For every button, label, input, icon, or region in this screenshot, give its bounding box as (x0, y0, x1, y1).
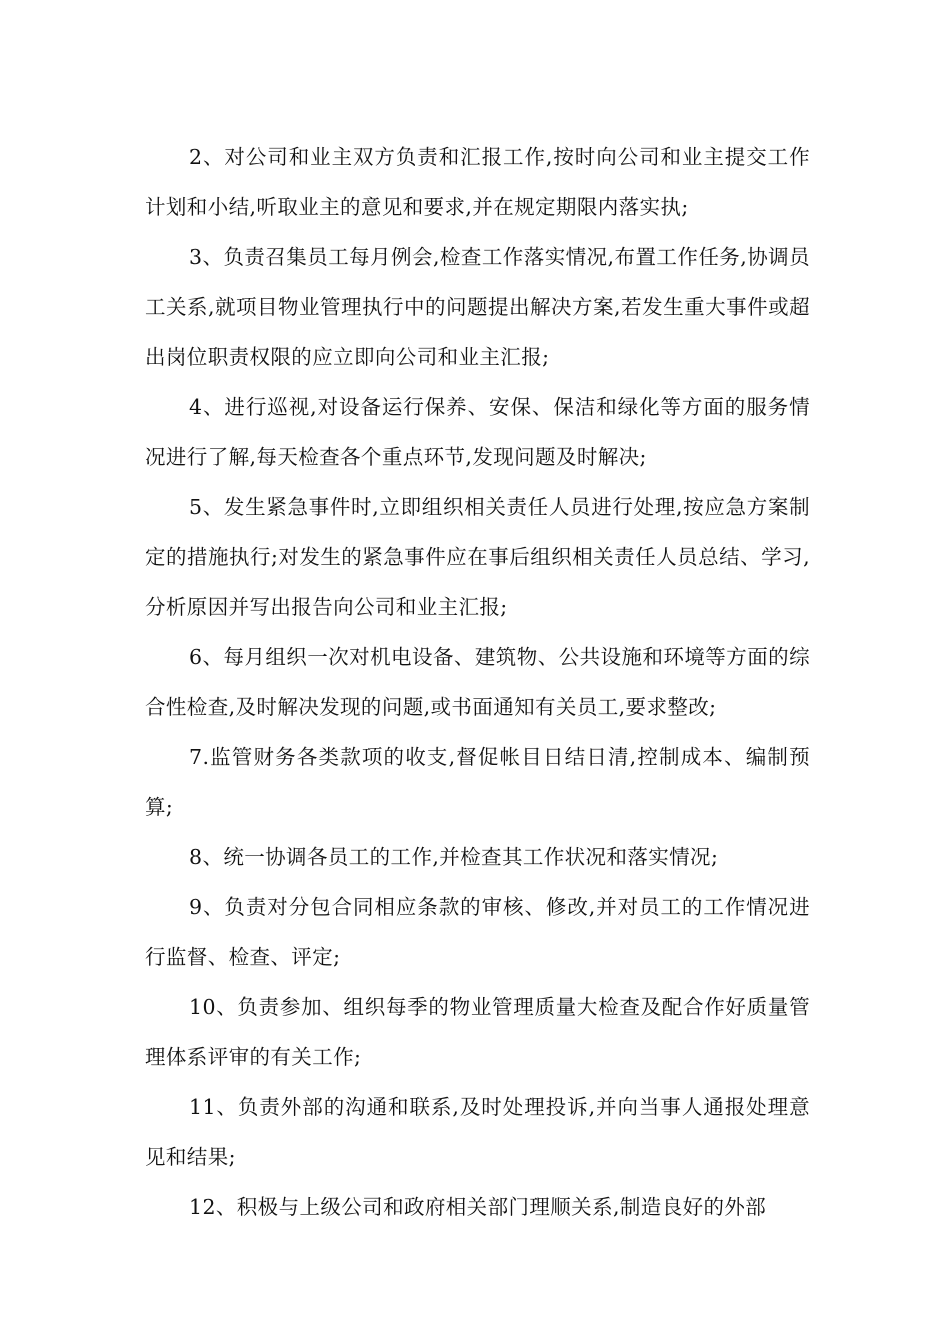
paragraph-10: 10、负责参加、组织每季的物业管理质量大检查及配合作好质量管理体系评审的有关工作; (145, 995, 810, 1069)
paragraph-3: 3、负责召集员工每月例会,检查工作落实情况,布置工作任务,协调员工关系,就项目物业管理执行中的问题提出解决方案,若发生重大事件或超出岗位职责权限的应立即向公司和业主汇报; (145, 245, 810, 369)
paragraph-5: 5、发生紧急事件时,立即组织相关责任人员进行处理,按应急方案制定的措施执行;对发生的紧急事件应在事后组织相关责任人员总结、学习,分析原因并写出报告向公司和业主汇报; (145, 495, 810, 619)
paragraph-4: 4、进行巡视,对设备运行保养、安保、保洁和绿化等方面的服务情况进行了解,每天检查各个重点环节,发现问题及时解决; (145, 395, 810, 469)
paragraph-11: 11、负责外部的沟通和联系,及时处理投诉,并向当事人通报处理意见和结果; (145, 1095, 810, 1169)
paragraph-6: 6、每月组织一次对机电设备、建筑物、公共设施和环境等方面的综合性检查,及时解决发现的问题,或书面通知有关员工,要求整改; (145, 645, 810, 719)
paragraph-8: 8、统一协调各员工的工作,并检查其工作状况和落实情况; (189, 845, 719, 869)
paragraph-2: 2、对公司和业主双方负责和汇报工作,按时向公司和业主提交工作计划和小结,听取业主的意见和要求,并在规定期限内落实执; (145, 145, 810, 219)
paragraph-9: 9、负责对分包合同相应条款的审核、修改,并对员工的工作情况进行监督、检查、评定; (145, 895, 810, 969)
paragraph-12: 12、积极与上级公司和政府相关部门理顺关系,制造良好的外部 (189, 1195, 767, 1219)
paragraph-7: 7.监管财务各类款项的收支,督促帐目日结日清,控制成本、编制预算; (145, 745, 810, 819)
document-body (145, 132, 810, 1232)
